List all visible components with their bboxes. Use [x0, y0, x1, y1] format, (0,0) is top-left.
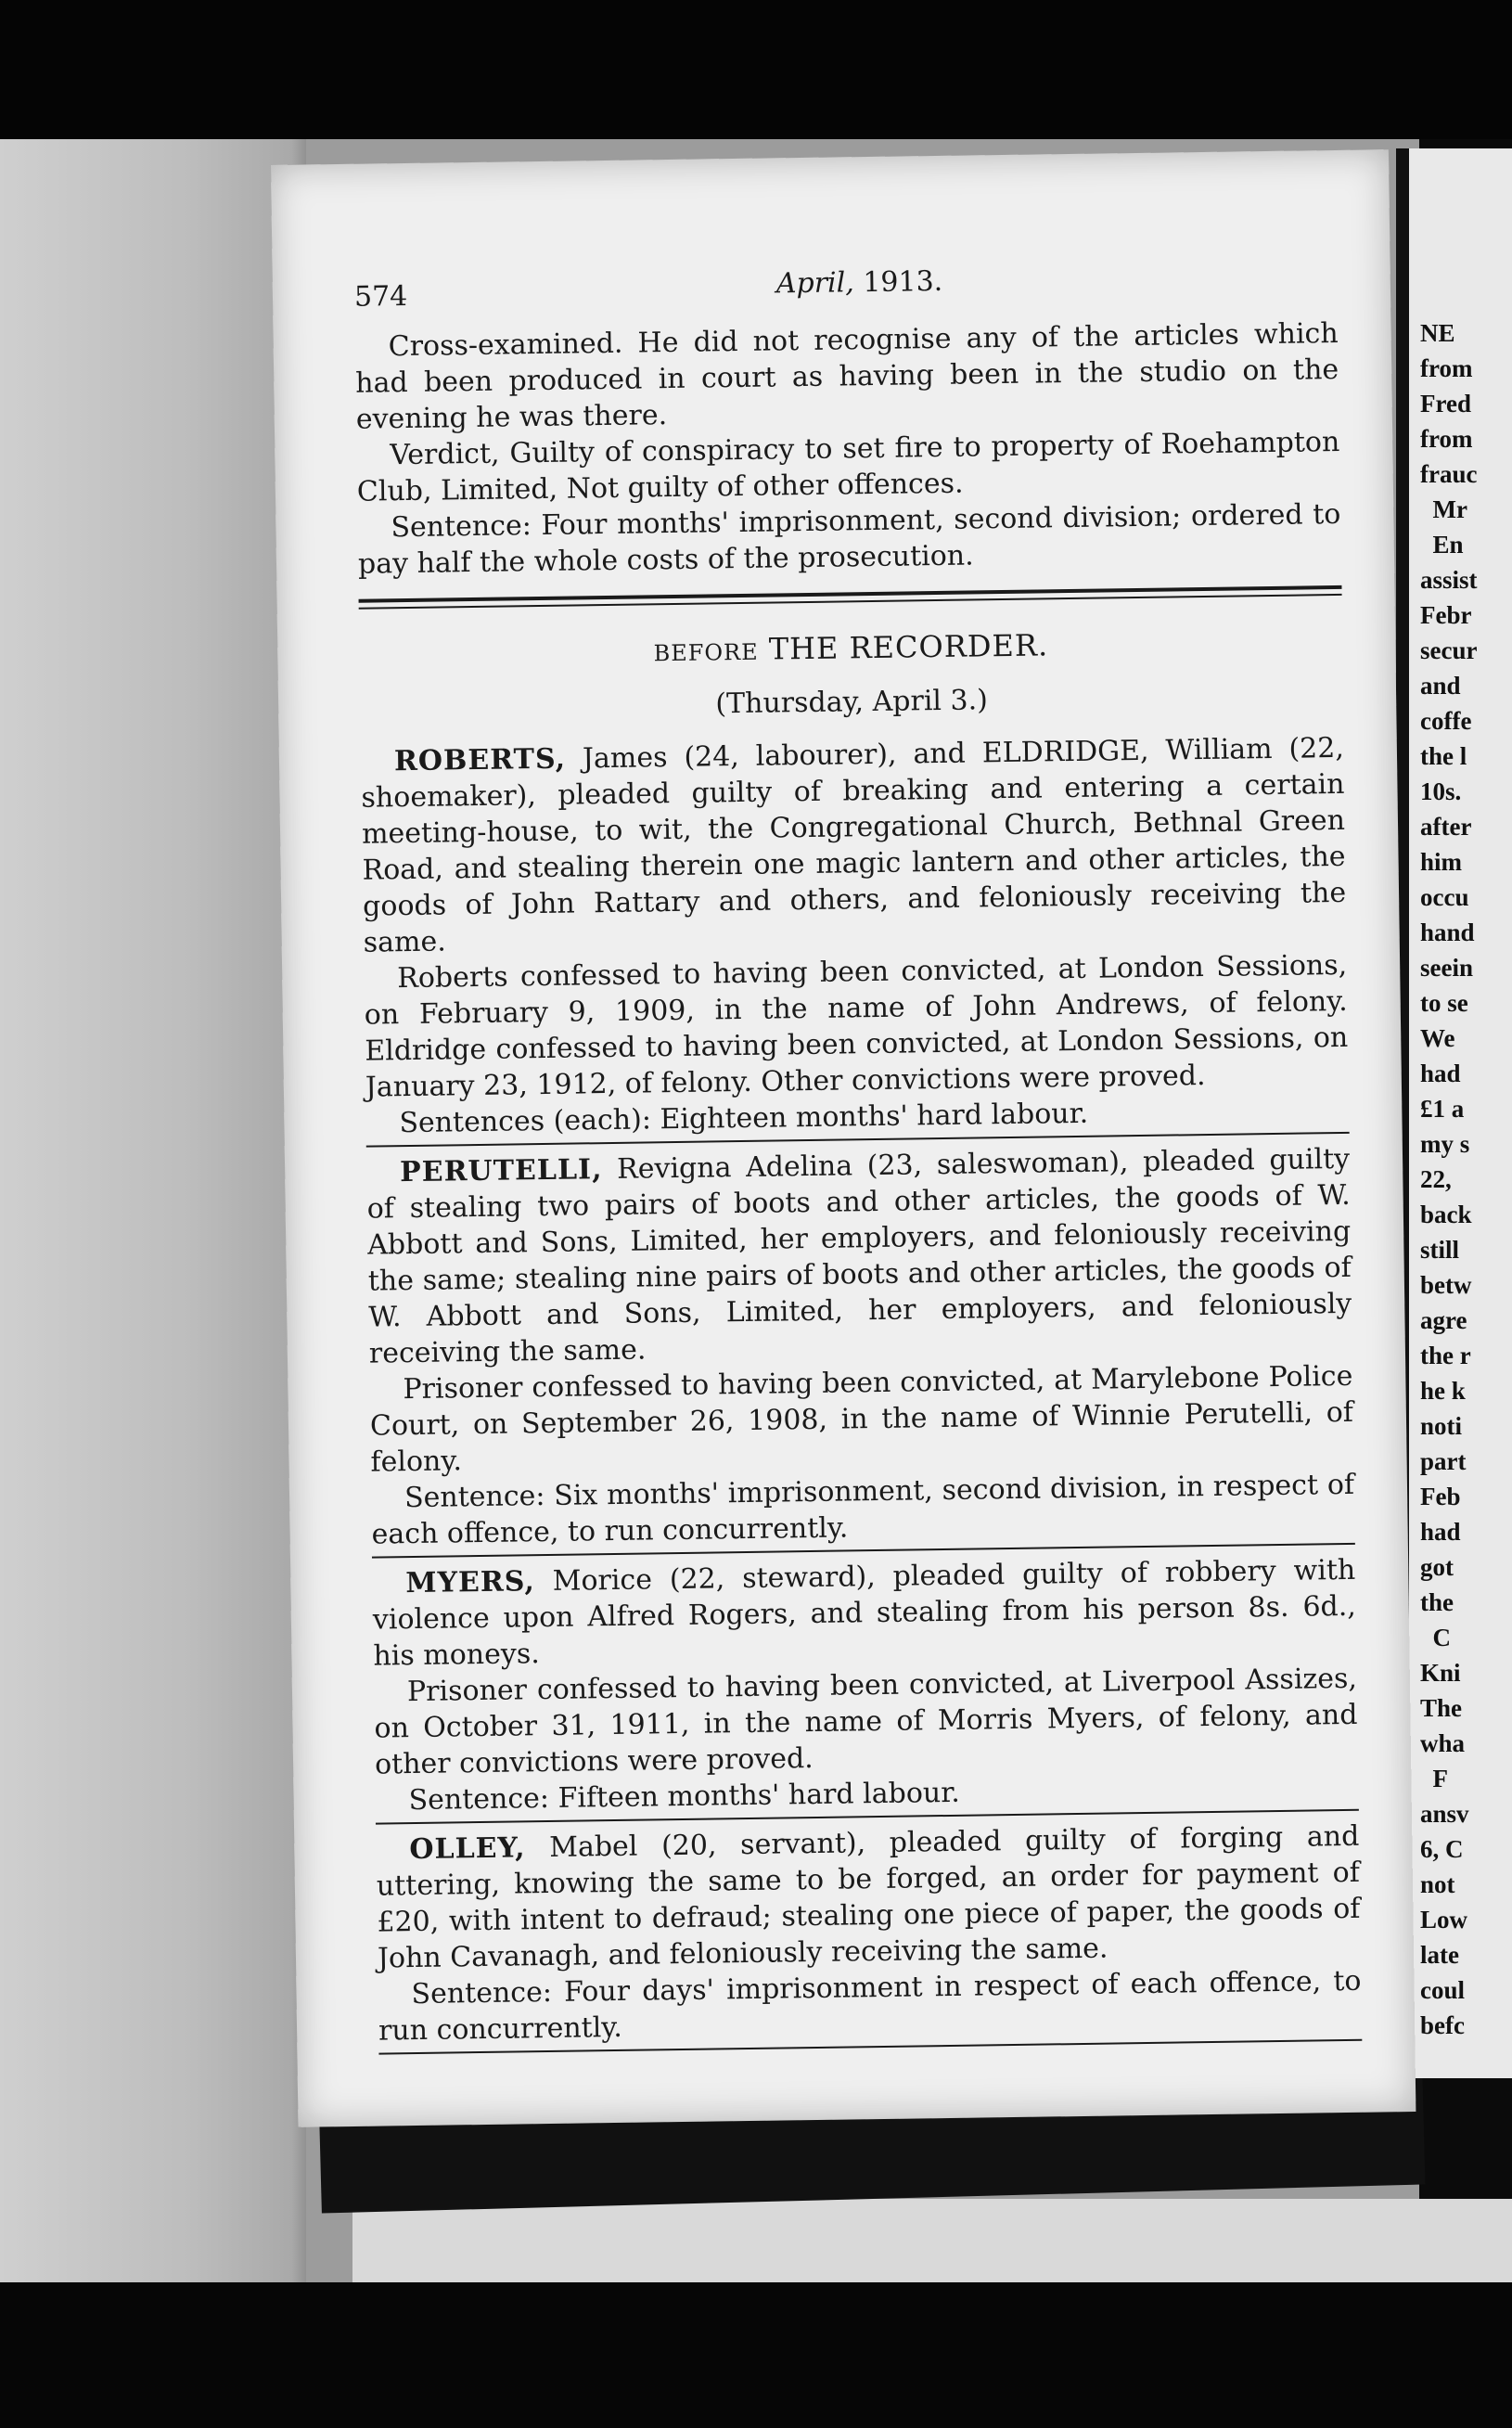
continuation-paragraph: Cross-examined. He did not recognise any of the articles which had been produced in court as having been in the studio on the evening he was there. [355, 316, 1339, 436]
book-page [271, 149, 1416, 2127]
facing-page-text: NE from Fred from frauc Mr En assist Febr secur and coffe the l 10s. after him occu hand seein to se We had £1 a my s 22, back still betw agre the r he k noti part Feb had got the C Kni The wha F ansv 6, C not Low late coul befc [1420, 319, 1478, 2039]
page-content [354, 260, 1363, 2062]
case-sentence: Sentence: Fifteen months' hard labour. [408, 1776, 961, 1818]
page-number: 574 [353, 279, 408, 314]
section-judge: THE RECORDER. [768, 627, 1049, 667]
case-paragraph: OLLEY, Mabel (20, servant), pleaded guilty of forging and uttering, knowing the same to be forged, an order for payment of £20, with intent to defraud; stealing one piece of paper, the goods of John Cavanagh, and feloniously receiving the same. [376, 1819, 1361, 1975]
defendant-name: MYERS, [405, 1565, 536, 1600]
section-before: BEFORE [653, 638, 759, 667]
case-entry [366, 1141, 1355, 1553]
running-head-month: April, [775, 266, 855, 301]
case-sentence: Sentence: Four days' imprisonment in respect of each offence, to run concurrently. [378, 1964, 1362, 2048]
case-paragraph: MYERS, Morice (22, steward), pleaded guilty of robbery with violence upon Alfred Rogers, and stealing from his person 8s. 6d., his moneys. [372, 1553, 1357, 1673]
case-sentence: Sentences (each): Eighteen months' hard labour. [399, 1097, 1089, 1140]
case-entry [376, 1818, 1362, 2049]
facing-page-fragment [1396, 148, 1512, 2078]
case-paragraph: ROBERTS, James (24, labourer), and ELDRIDGE, William (22, shoemaker), pleaded guilty of breaking and entering a certain meeting-house, to wit, the Congregational Church, Bethnal Green Road, and stealing therein one magic lantern and other articles, the goods of John Rattary and others, and feloniously receiving the same. [361, 731, 1347, 959]
sitting-date: (Thursday, April 3.) [715, 684, 989, 721]
defendant-name: OLLEY, [409, 1831, 526, 1867]
scan-border-bottom [0, 2282, 1512, 2428]
bottom-paper-strip [352, 2199, 1512, 2287]
defendant-name: ROBERTS, [393, 742, 567, 778]
continuation-paragraph: Verdict, Guilty of conspiracy to set fire to property of Roehampton Club, Limited, Not guilty of other offences. [356, 425, 1340, 508]
case-paragraph: Prisoner confessed to having been convicted, at Liverpool Assizes, on October 31, 1911, in the name of Morris Myers, of felony, and other convictions were proved. [374, 1662, 1358, 1781]
section-title [359, 623, 1342, 673]
continuation-paragraph: Sentence: Four months' imprisonment, second division; ordered to pay half the whole costs of the prosecution. [357, 497, 1341, 581]
defendant-name: PERUTELLI, [399, 1153, 603, 1189]
section-divider [359, 585, 1342, 610]
case-paragraph: Roberts confessed to having been convicted, at London Sessions, on February 9, 1909, in the name of John Andrews, of felony. Eldridge confessed to having been convicted, at London Sessions, on January 23, 1912, of felony. Other convictions were proved. [364, 948, 1349, 1104]
running-head-year: 1913. [863, 264, 943, 300]
case-paragraph: PERUTELLI, Revigna Adelina (23, saleswoman), pleaded guilty of stealing two pairs of boots and other articles, the goods of W. Abbott and Sons, Limited, her employers, and feloniously receiving the same; stealing nine pairs of boots and other articles, the goods of W. Abbott and Sons, Limited, her employers, and feloniously receiving the same. [366, 1142, 1352, 1370]
case-entry [372, 1552, 1359, 1819]
case-sentence: Sentence: Six months' imprisonment, second division, in respect of each offence, to run concurrently. [371, 1468, 1355, 1551]
running-head [776, 265, 943, 301]
case-entry [361, 730, 1350, 1142]
scan-border-top [0, 0, 1512, 139]
case-paragraph: Prisoner confessed to having been convicted, at Marylebone Police Court, on September 26, 1908, in the name of Winnie Perutelli, of felony. [369, 1359, 1354, 1479]
